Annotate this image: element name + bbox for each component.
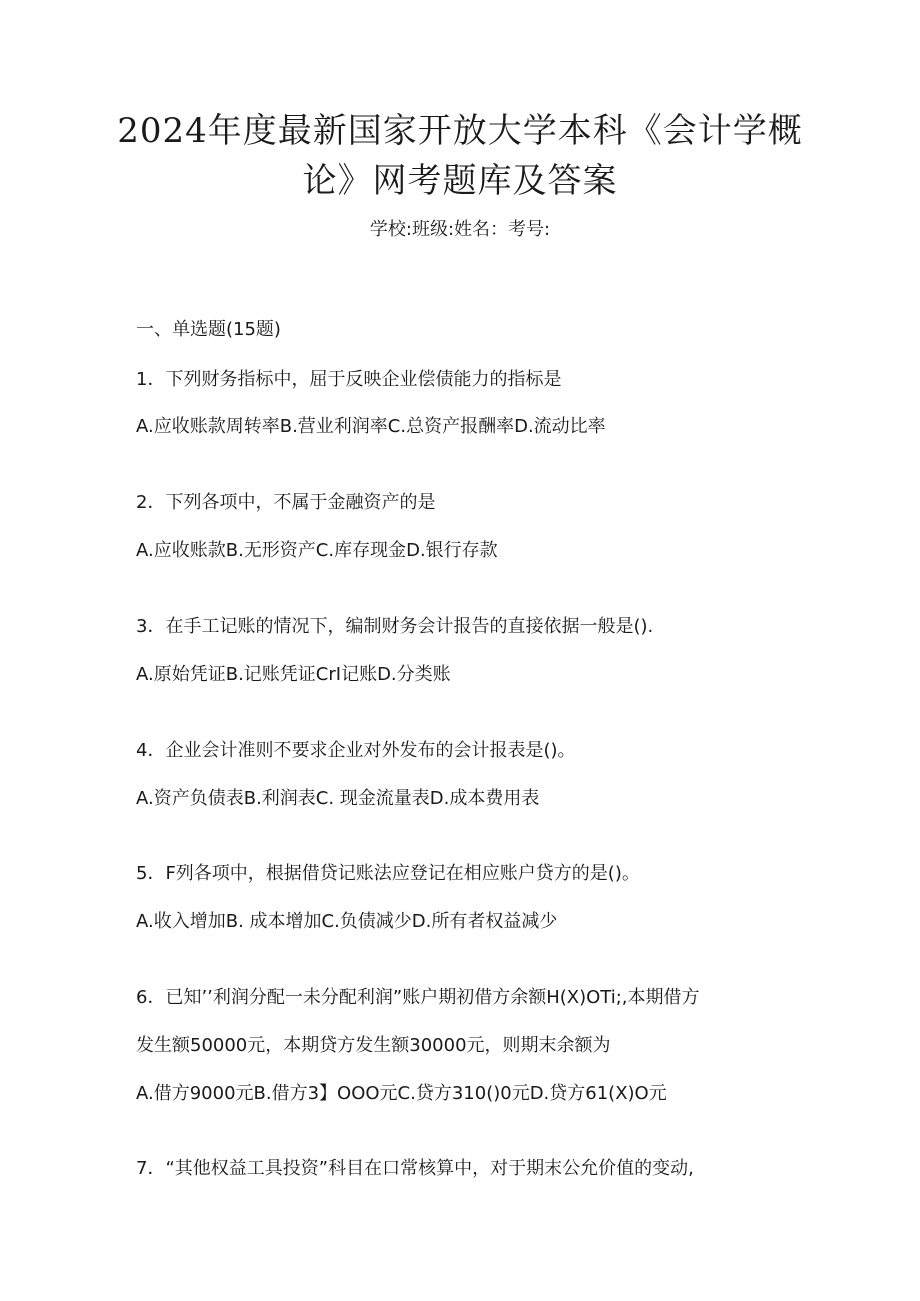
question-3-stem: 3．在手工记账的情况下，编制财务会计报告的直接依据一般是(). (136, 616, 654, 637)
question-7-stem: 7．“其他权益工具投资”科目在口常核算中，对于期末公允价值的变动, (136, 1158, 694, 1179)
question-6-options: A.借方9000元B.借方3】OOO元C.贷方310()0元D.贷方61(X)O元 (136, 1083, 667, 1104)
question-6-stem-line2: 发生额50000元，本期贷方发生额30000元，则期末余额为 (136, 1035, 611, 1056)
question-2-options: A.应收账款B.无形资产C.库存现金D.银行存款 (136, 540, 498, 561)
question-1-options: A.应收账款周转率B.营业利润率C.总资产报酬率D.流动比率 (136, 416, 606, 437)
question-5-stem: 5．F列各项中，根据借贷记账法应登记在相应账户贷方的是()。 (136, 863, 640, 884)
question-4-stem: 4．企业会计准则不要求企业对外发布的会计报表是()。 (136, 740, 576, 761)
student-info-line: 学校:班级:姓名：考号: (369, 219, 551, 240)
question-5-options: A.收入增加B. 成本增加C.负债减少D.所有者权益减少 (136, 911, 558, 932)
question-6-stem-line1: 6．已知’’利润分配一未分配利润”账户期初借方余额H(X)OTi;,本期借方 (136, 987, 700, 1008)
question-4-options: A.资产负债表B.利润表C. 现金流量表D.成本费用表 (136, 788, 540, 809)
section-heading: 一、单选题(15题) (136, 319, 281, 340)
document-title-line2: 论》网考题库及答案 (302, 161, 618, 201)
document-title-line1: 2024年度最新国家开放大学本科《会计学概 (117, 111, 803, 151)
question-2-stem: 2．下列各项中，不属于金融资产的是 (136, 492, 436, 513)
question-3-options: A.原始凭证B.记账凭证CrI记账D.分类账 (136, 664, 451, 685)
question-1-stem: 1．下列财务指标中，屈于反映企业偿债能力的指标是 (136, 369, 562, 390)
